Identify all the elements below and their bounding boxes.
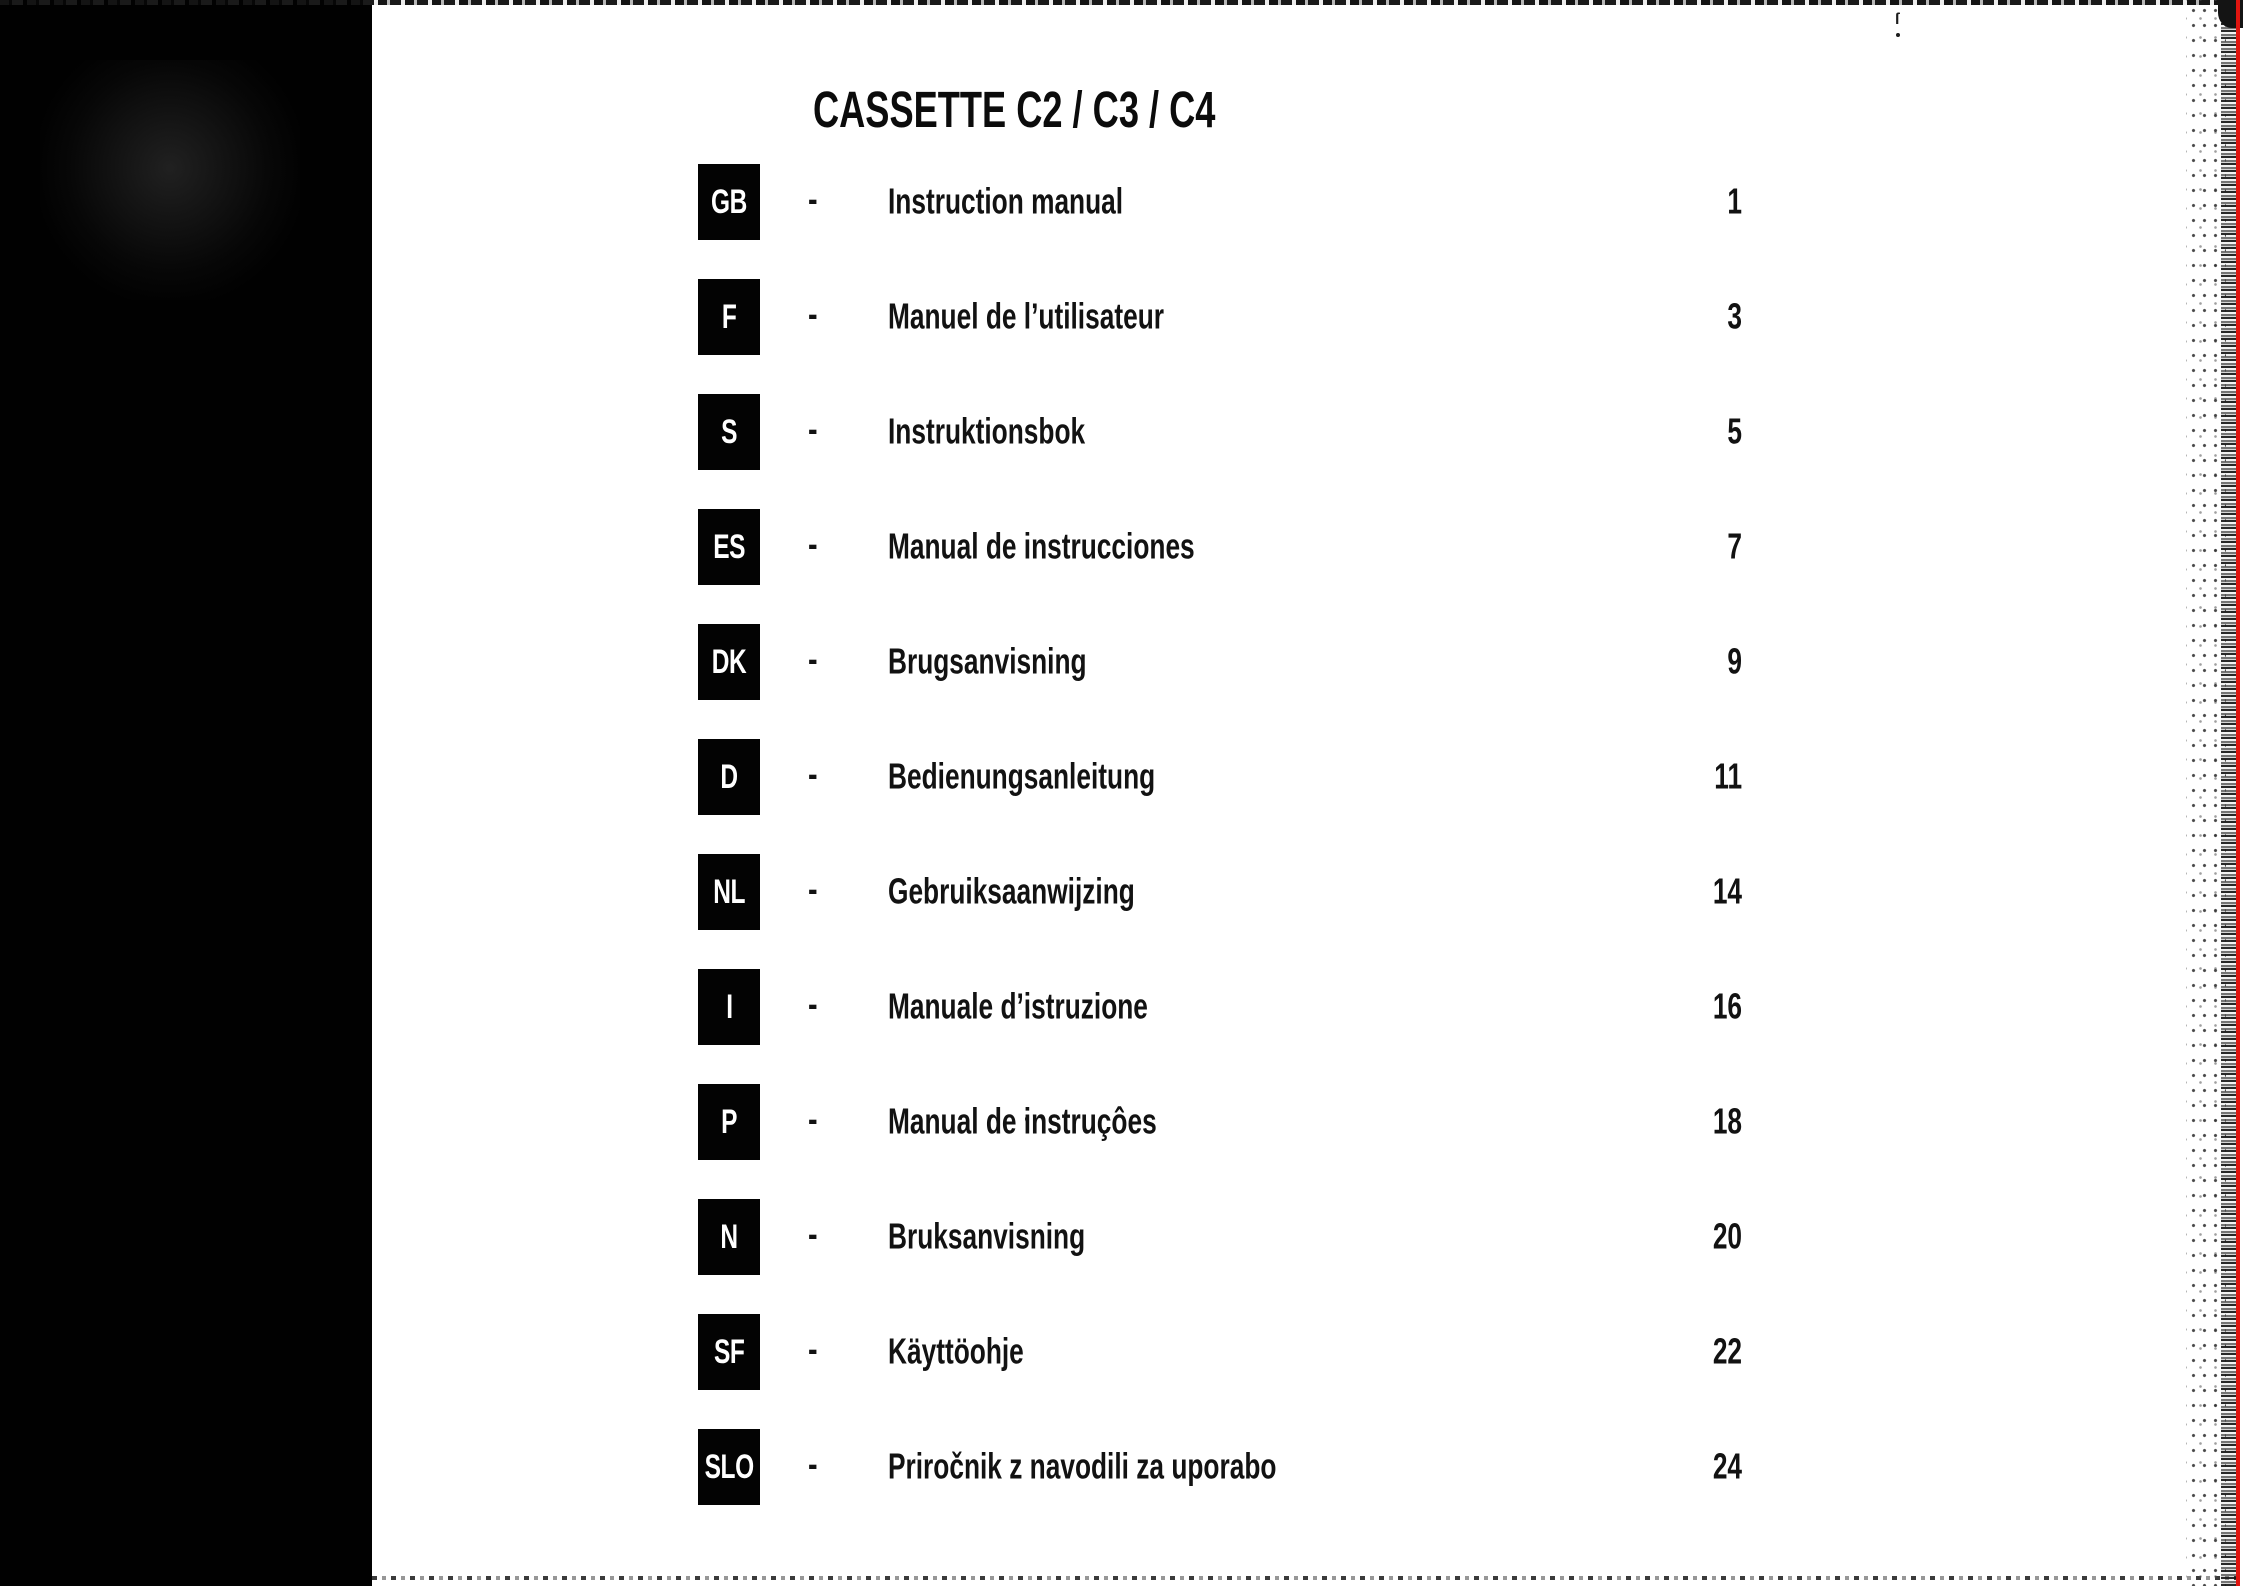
toc-row [698,1314,1742,1390]
dash-separator: - [808,293,818,335]
manual-title: Manual de instrucciones [888,525,1195,567]
language-code-box [698,164,760,240]
language-code-box [698,1314,760,1390]
language-code-box [698,394,760,470]
manual-title: Bruksanvisning [888,1215,1086,1257]
dash-separator: - [808,983,818,1025]
dash-separator: - [808,523,818,565]
toc-row [698,1084,1742,1160]
language-code-box [698,969,760,1045]
page-number: 24 [1712,1445,1742,1487]
language-code: D [720,757,738,796]
stray-ink-mark: ſ [1895,11,1900,28]
dash-separator: - [808,1213,818,1255]
toc-row [698,1429,1742,1505]
page-number: 9 [1727,640,1742,682]
page-number: 1 [1727,180,1742,222]
manual-title: Manual de instruçôes [888,1100,1157,1142]
language-code: SF [713,1332,745,1371]
dash-separator: - [808,638,818,680]
language-code: S [721,412,737,451]
language-code-box [698,1084,760,1160]
page-number: 7 [1727,525,1742,567]
language-code: P [721,1102,737,1141]
page-number: 18 [1712,1100,1742,1142]
toc-row [698,1199,1742,1275]
manual-title: Brugsanvisning [888,640,1087,682]
language-code: I [725,987,733,1026]
language-code-box [698,509,760,585]
toc-row [698,164,1742,240]
language-code-box [698,279,760,355]
dash-separator: - [808,1443,818,1485]
manual-title: Käyttöohje [888,1330,1024,1372]
language-code: GB [711,182,747,221]
dash-separator: - [808,1328,818,1370]
page-number: 11 [1714,755,1742,797]
toc-row [698,854,1742,930]
page-title: CASSETTE C2 / C3 / C4 [813,81,1216,138]
toc-row [698,394,1742,470]
dash-separator: - [808,178,818,220]
page-number: 3 [1727,295,1742,337]
language-code: NL [713,872,745,911]
dash-separator: - [808,408,818,450]
manual-title: Instruction manual [888,180,1124,222]
language-code-box [698,624,760,700]
language-code-box [698,1199,760,1275]
manual-title: Instruktionsbok [888,410,1086,452]
dash-separator: - [808,753,818,795]
language-code: F [721,297,737,336]
page-number: 20 [1712,1215,1742,1257]
manual-title: Bedienungsanleitung [888,755,1156,797]
manual-title: Priročnik z navodili za uporabo [888,1445,1277,1487]
language-code: ES [713,527,745,566]
dash-separator: - [808,868,818,910]
manual-title: Manuale d’istruzione [888,985,1148,1027]
language-code: DK [711,642,747,681]
page-number: 16 [1712,985,1742,1027]
language-code: SLO [704,1447,754,1486]
toc-row [698,969,1742,1045]
dash-separator: - [808,1098,818,1140]
page-number: 5 [1727,410,1742,452]
toc-row [698,739,1742,815]
page-number: 22 [1712,1330,1742,1372]
page-number: 14 [1712,870,1742,912]
toc-row [698,624,1742,700]
language-code-box [698,739,760,815]
language-code-box [698,854,760,930]
manual-title: Manuel de l’utilisateur [888,295,1164,337]
language-code-box [698,1429,760,1505]
manual-title: Gebruiksaanwijzing [888,870,1135,912]
language-code: N [720,1217,738,1256]
toc-row [698,509,1742,585]
toc-row [698,279,1742,355]
